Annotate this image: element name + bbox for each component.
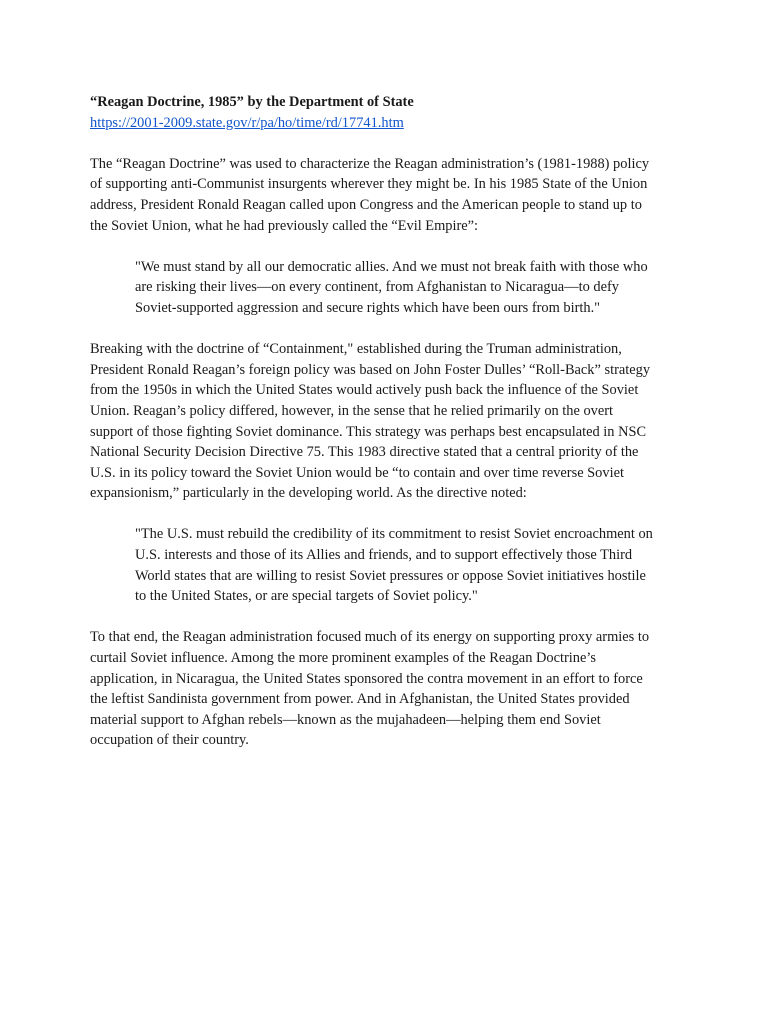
text-line: material support to Afghan rebels—known as the mujahadeen—helping them end Soviet (90, 711, 601, 728)
text-line: the leftist Sandinista government from power. And in Afghanistan, the United States provided (90, 691, 630, 708)
text-line: The “Reagan Doctrine” was used to characterize the Reagan administration’s (1981-1988) policy (90, 155, 650, 172)
text-line: Soviet-supported aggression and secure rights which have been ours from birth." (135, 299, 601, 316)
text-line: from the 1950s in which the United States would actively push back the influence of the Soviet (90, 382, 639, 399)
text-line: U.S. interests and those of its Allies and friends, and to support effectively those Third (135, 547, 633, 564)
paragraph-intro (90, 154, 690, 236)
text-line: address, President Ronald Reagan called upon Congress and the American people to stand up to (90, 196, 642, 213)
text-line: expansionism,” particularly in the developing world. As the directive noted: (90, 485, 527, 502)
document-page (90, 92, 690, 751)
text-line: "We must stand by all our democratic allies. And we must not break faith with those who (135, 258, 648, 275)
text-line: President Ronald Reagan’s foreign policy was based on John Foster Dulles’ “Roll-Back” strategy (90, 361, 651, 378)
quote-nsdd-75 (135, 524, 690, 606)
paragraph-proxy-armies (90, 627, 690, 751)
text-line: Breaking with the doctrine of “Containment," established during the Truman administration, (90, 341, 622, 358)
text-line: application, in Nicaragua, the United States sponsored the contra movement in an effort to force (90, 670, 643, 687)
text-line: occupation of their country. (90, 732, 249, 749)
text-line: to the United States, or are special targets of Soviet policy." (135, 588, 478, 605)
text-line: are risking their lives—on every continent, from Afghanistan to Nicaragua—to defy (135, 279, 619, 296)
text-line: National Security Decision Directive 75. This 1983 directive stated that a central priority of the (90, 444, 639, 461)
source-link[interactable]: https://2001-2009.state.gov/r/pa/ho/time/rd/17741.htm (90, 114, 404, 131)
document-title: “Reagan Doctrine, 1985” by the Department of State (90, 94, 414, 110)
text-line: the Soviet Union, what he had previously called the “Evil Empire”: (90, 217, 479, 234)
text-line: support of those fighting Soviet dominance. This strategy was perhaps best encapsulated in NSC (90, 423, 647, 440)
text-line: To that end, the Reagan administration focused much of its energy on supporting proxy armies to (90, 629, 650, 646)
text-line: U.S. in its policy toward the Soviet Union would be “to contain and over time reverse Soviet (90, 464, 624, 481)
text-line: Union. Reagan’s policy differed, however, in the sense that he relied primarily on the overt (90, 402, 614, 419)
text-line: "The U.S. must rebuild the credibility of its commitment to resist Soviet encroachment on (135, 526, 653, 543)
text-line: of supporting anti-Communist insurgents wherever they might be. In his 1985 State of the Union (90, 176, 648, 193)
text-line: curtail Soviet influence. Among the more prominent examples of the Reagan Doctrine’s (90, 650, 596, 667)
text-line: World states that are willing to resist Soviet pressures or oppose Soviet initiatives hostile (135, 567, 646, 584)
quote-state-of-union (135, 257, 690, 319)
paragraph-containment (90, 339, 690, 504)
